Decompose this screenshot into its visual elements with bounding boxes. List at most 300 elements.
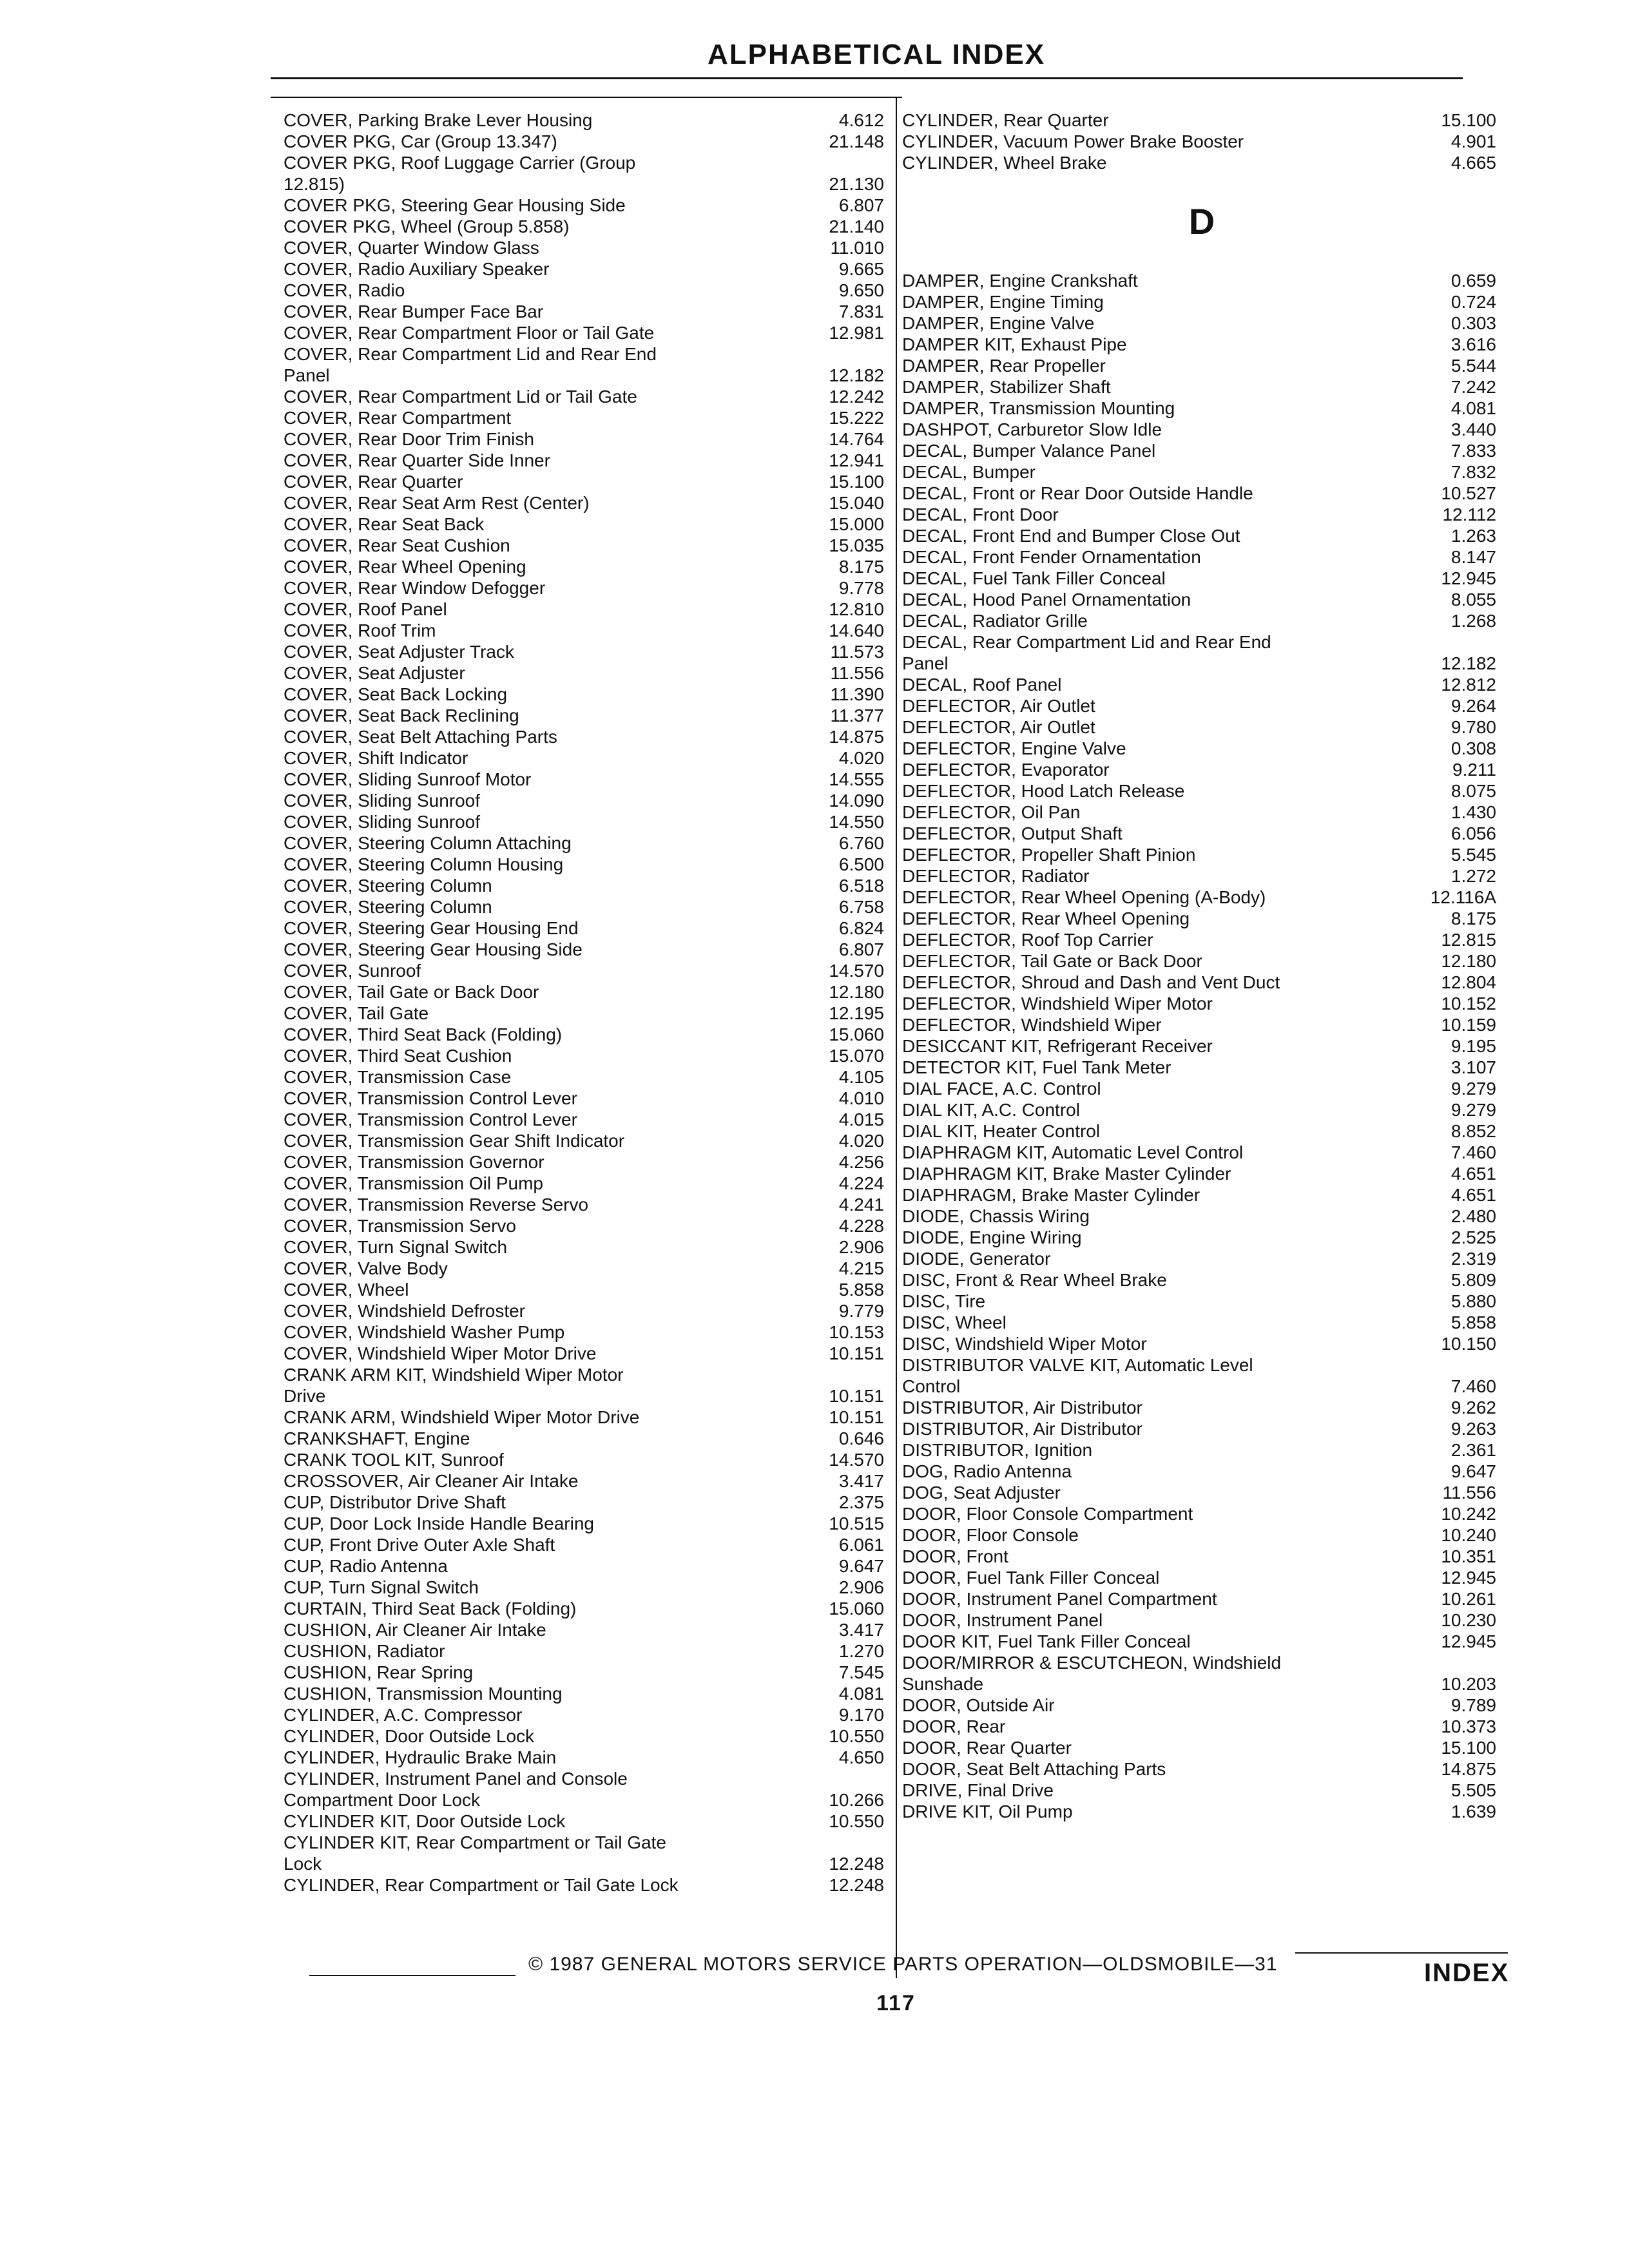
index-entry-label: COVER, Tail Gate or Back Door: [284, 982, 539, 1002]
index-entry-reference: 10.373: [1441, 1716, 1496, 1736]
index-entry: [902, 525, 1501, 546]
index-entry-label: DIODE, Generator: [902, 1249, 1051, 1269]
index-entry: [902, 1163, 1501, 1184]
index-entry-reference: 12.180: [829, 982, 884, 1002]
index-entry: [284, 1832, 889, 1874]
footer-section-label: INDEX: [1424, 1959, 1510, 1987]
index-entry-label: COVER, Rear Seat Cushion: [284, 535, 510, 555]
index-entry-label: COVER, Valve Body: [284, 1258, 448, 1278]
index-entry-reference: 9.779: [838, 1301, 884, 1321]
index-entry-label: DEFLECTOR, Radiator: [902, 866, 1090, 886]
footer-copyright: © 1987 GENERAL MOTORS SERVICE PARTS OPERATION—OLDSMOBILE—31: [528, 1954, 1278, 1975]
index-entry: [284, 662, 889, 684]
index-entry-reference: 2.375: [838, 1492, 884, 1512]
index-entry: [284, 343, 889, 386]
index-entry-reference: 10.351: [1441, 1546, 1496, 1566]
index-entry: [284, 152, 889, 195]
index-entry-label: COVER, Steering Column Housing: [284, 854, 564, 874]
index-entry-label: DAMPER, Engine Valve: [902, 313, 1095, 333]
index-entry-label: COVER, Windshield Wiper Motor Drive: [284, 1343, 597, 1363]
index-entry-label: COVER, Third Seat Cushion: [284, 1046, 512, 1066]
index-entry: [902, 1503, 1501, 1524]
index-entry: [902, 1418, 1501, 1439]
index-entry: [902, 398, 1501, 419]
index-entry-label: CYLINDER KIT, Door Outside Lock: [284, 1811, 566, 1831]
index-entry-label: DOOR, Front: [902, 1546, 1008, 1566]
index-entry-label: CUSHION, Air Cleaner Air Intake: [284, 1620, 546, 1640]
index-entry-reference: 10.151: [829, 1343, 884, 1363]
index-entry-label: COVER, Rear Seat Arm Rest (Center): [284, 493, 590, 513]
index-entry-reference: 10.151: [829, 1386, 884, 1406]
index-entry: [902, 1524, 1501, 1546]
index-entry: [902, 355, 1501, 376]
index-entry-reference: 8.175: [1451, 908, 1496, 928]
index-entry: [902, 865, 1501, 887]
index-entry-reference: 11.556: [830, 663, 884, 683]
index-entry: [284, 1321, 889, 1343]
index-entry-reference: 14.555: [829, 769, 884, 789]
index-entry-label: COVER, Sliding Sunroof: [284, 791, 481, 811]
index-entry-reference: 9.780: [1451, 717, 1496, 737]
index-entry-label: DOOR, Rear: [902, 1716, 1006, 1736]
index-entry-reference: 9.778: [838, 578, 884, 598]
index-entry: [902, 1397, 1501, 1418]
index-entry: [902, 802, 1501, 823]
index-entry: [284, 1662, 889, 1683]
index-entry-reference: 10.203: [1441, 1674, 1496, 1694]
index-entry-reference: 12.945: [1441, 568, 1496, 588]
index-entry-reference: 6.500: [838, 854, 884, 874]
index-entry-label: DISC, Front & Rear Wheel Brake: [902, 1270, 1167, 1290]
index-entry-label: COVER, Third Seat Back (Folding): [284, 1024, 563, 1044]
index-entry-label: DEFLECTOR, Output Shaft: [902, 823, 1123, 843]
index-entry-reference: 21.130: [829, 174, 884, 194]
index-entry-label: COVER, Wheel: [284, 1280, 409, 1300]
index-entry: [284, 1492, 889, 1513]
index-entry-label: DOOR, Floor Console: [902, 1525, 1079, 1545]
index-entry-reference: 15.000: [829, 514, 884, 534]
index-entry-label: COVER, Roof Trim: [284, 620, 436, 640]
index-entry-label: CURTAIN, Third Seat Back (Folding): [284, 1599, 577, 1619]
index-entry-label: CUP, Turn Signal Switch: [284, 1577, 479, 1597]
index-entry-reference: 3.417: [838, 1620, 884, 1640]
index-entry: [284, 1704, 889, 1725]
index-entry: [902, 1758, 1501, 1780]
index-entry-label: COVER, Windshield Washer Pump: [284, 1322, 565, 1342]
index-entry: [284, 1874, 889, 1896]
index-entry: [902, 440, 1501, 461]
index-entry-label: DEFLECTOR, Air Outlet: [902, 696, 1095, 716]
index-entry: [284, 1151, 889, 1173]
index-entry-label: COVER PKG, Wheel (Group 5.858): [284, 216, 570, 236]
index-entry-label: COVER, Rear Bumper Face Bar: [284, 302, 544, 322]
index-entry: [284, 939, 889, 960]
index-entry-reference: 10.150: [1441, 1334, 1496, 1354]
index-entry-label: CYLINDER, Instrument Panel and Console Compartment Door Lock: [284, 1769, 628, 1810]
index-entry-reference: 10.261: [1441, 1589, 1496, 1609]
index-entry-label: COVER, Transmission Control Lever: [284, 1110, 577, 1129]
index-entry: [284, 1300, 889, 1321]
index-entry-label: DIAPHRAGM, Brake Master Cylinder: [902, 1185, 1200, 1205]
index-entry-reference: 12.804: [1441, 972, 1496, 992]
index-entry-reference: 10.240: [1441, 1525, 1496, 1545]
index-entry-label: CYLINDER, Rear Quarter: [902, 110, 1109, 130]
index-entry-reference: 11.010: [830, 238, 884, 258]
index-entry-reference: 4.015: [838, 1110, 884, 1129]
index-entry-reference: 6.758: [838, 897, 884, 917]
index-entry-label: COVER, Shift Indicator: [284, 748, 468, 768]
index-entry-reference: 9.195: [1451, 1036, 1496, 1056]
index-entry-reference: 6.824: [838, 918, 884, 938]
index-entry-label: DECAL, Fuel Tank Filler Conceal: [902, 568, 1166, 588]
index-entry-reference: 4.612: [838, 110, 884, 130]
index-entry-label: COVER, Rear Quarter Side Inner: [284, 450, 550, 470]
index-entry-reference: 4.228: [838, 1216, 884, 1236]
index-entry-label: CUP, Radio Antenna: [284, 1556, 448, 1576]
index-entry-reference: 10.151: [829, 1407, 884, 1427]
index-entry-label: DEFLECTOR, Windshield Wiper Motor: [902, 994, 1213, 1014]
index-entry-reference: 21.148: [829, 131, 884, 151]
index-entry-label: DASHPOT, Carburetor Slow Idle: [902, 419, 1162, 439]
index-entry-label: DRIVE KIT, Oil Pump: [902, 1802, 1073, 1821]
index-entry-label: CUSHION, Radiator: [284, 1641, 445, 1661]
column-top-rule: [271, 97, 902, 98]
index-entry: [902, 1312, 1501, 1333]
index-entry: [902, 131, 1501, 152]
index-entry: [284, 577, 889, 599]
index-entry-reference: 3.417: [838, 1471, 884, 1491]
index-entry: [284, 1619, 889, 1640]
index-entry: [284, 1577, 889, 1598]
index-entry-reference: 6.807: [838, 939, 884, 959]
index-entry-reference: 15.222: [829, 408, 884, 428]
index-entry-label: COVER, Quarter Window Glass: [284, 238, 539, 258]
index-entry-reference: 4.651: [1451, 1164, 1496, 1184]
index-entry: [902, 1716, 1501, 1737]
index-entry-label: CYLINDER, Rear Compartment or Tail Gate Lock: [284, 1875, 679, 1895]
index-entry-label: DIODE, Chassis Wiring: [902, 1206, 1090, 1226]
index-entry-label: DOOR/MIRROR & ESCUTCHEON, Windshield Sunshade: [902, 1653, 1282, 1694]
index-entry-reference: 15.060: [829, 1599, 884, 1619]
index-entry-reference: 2.906: [838, 1237, 884, 1257]
right-index-column: [902, 110, 1501, 1822]
index-entry-label: CYLINDER, A.C. Compressor: [284, 1705, 523, 1725]
index-entry: [902, 631, 1501, 674]
index-entry-label: COVER, Transmission Governor: [284, 1152, 545, 1172]
index-entry-reference: 0.303: [1451, 313, 1496, 333]
index-entry-reference: 9.262: [1451, 1398, 1496, 1418]
index-entry: [902, 695, 1501, 716]
index-entry: [902, 504, 1501, 525]
index-entry-label: COVER, Transmission Oil Pump: [284, 1173, 543, 1193]
index-entry: [284, 216, 889, 237]
index-entry-reference: 7.832: [1451, 462, 1496, 482]
index-entry-label: DOOR, Rear Quarter: [902, 1738, 1072, 1758]
index-entry-reference: 9.789: [1451, 1695, 1496, 1715]
index-entry-label: COVER, Seat Back Locking: [284, 684, 508, 704]
index-entry: [284, 896, 889, 918]
index-entry-label: DAMPER, Rear Propeller: [902, 356, 1106, 376]
index-entry-reference: 10.159: [1441, 1015, 1496, 1035]
index-entry-reference: 12.981: [829, 323, 884, 343]
index-entry-label: DECAL, Rear Compartment Lid and Rear End Panel: [902, 632, 1271, 673]
index-entry: [284, 684, 889, 705]
index-entry: [284, 1088, 889, 1109]
index-entry-reference: 9.211: [1452, 760, 1496, 780]
index-entry-reference: 5.809: [1451, 1270, 1496, 1290]
index-entry-label: DEFLECTOR, Rear Wheel Opening (A-Body): [902, 887, 1266, 907]
index-entry-label: COVER, Sunroof: [284, 961, 421, 981]
index-entry-label: CRANK ARM, Windshield Wiper Motor Drive: [284, 1407, 640, 1427]
index-entry-label: CUP, Distributor Drive Shaft: [284, 1492, 506, 1512]
index-entry-reference: 8.055: [1451, 590, 1496, 610]
index-entry-label: CUP, Front Drive Outer Axle Shaft: [284, 1535, 555, 1555]
index-entry-label: DEFLECTOR, Evaporator: [902, 760, 1110, 780]
index-entry-reference: 7.460: [1451, 1376, 1496, 1396]
index-entry: [284, 1279, 889, 1300]
index-entry-reference: 8.175: [838, 557, 884, 577]
index-entry: [902, 844, 1501, 865]
index-entry-reference: 1.270: [838, 1641, 884, 1661]
index-entry-label: DAMPER KIT, Exhaust Pipe: [902, 334, 1127, 354]
index-entry-label: DRIVE, Final Drive: [902, 1780, 1054, 1800]
index-entry: [284, 1109, 889, 1130]
index-entry-label: DEFLECTOR, Air Outlet: [902, 717, 1095, 737]
index-entry: [902, 1184, 1501, 1206]
index-entry: [902, 1631, 1501, 1652]
index-entry-reference: 4.224: [838, 1173, 884, 1193]
index-entry-label: COVER, Roof Panel: [284, 599, 447, 619]
index-entry-label: COVER, Seat Adjuster Track: [284, 642, 514, 662]
index-entry: [284, 1003, 889, 1024]
index-entry-label: DOOR, Instrument Panel Compartment: [902, 1589, 1217, 1609]
index-entry-label: DISTRIBUTOR, Air Distributor: [902, 1398, 1142, 1418]
index-entry-label: COVER, Sliding Sunroof Motor: [284, 769, 532, 789]
index-entry-reference: 14.875: [1441, 1759, 1496, 1779]
index-entry-reference: 5.505: [1451, 1780, 1496, 1800]
index-entry-label: DAMPER, Transmission Mounting: [902, 398, 1175, 418]
index-entry: [284, 258, 889, 280]
index-entry: [284, 1555, 889, 1577]
index-entry: [284, 747, 889, 769]
index-entry-reference: 6.518: [838, 876, 884, 896]
index-entry: [902, 1206, 1501, 1227]
index-entry-label: DISC, Wheel: [902, 1312, 1007, 1332]
index-entry-label: COVER, Transmission Case: [284, 1067, 512, 1087]
index-entry: [284, 1045, 889, 1066]
index-entry-reference: 11.377: [830, 706, 884, 726]
index-entry: [284, 1534, 889, 1555]
index-entry-reference: 12.182: [1441, 653, 1496, 673]
index-entry-reference: 4.241: [838, 1195, 884, 1215]
index-entry-reference: 8.075: [1451, 781, 1496, 801]
index-entry-reference: 7.833: [1451, 441, 1496, 461]
index-entry-label: DEFLECTOR, Rear Wheel Opening: [902, 908, 1190, 928]
index-entry-label: COVER, Sliding Sunroof: [284, 812, 481, 832]
index-entry-reference: 12.248: [829, 1875, 884, 1895]
index-entry-reference: 2.906: [838, 1577, 884, 1597]
index-entry: [284, 641, 889, 662]
index-entry-reference: 14.764: [829, 429, 884, 449]
index-entry-reference: 7.831: [838, 302, 884, 322]
index-entry-reference: 12.180: [1441, 951, 1496, 971]
index-entry-reference: 5.880: [1451, 1291, 1496, 1311]
index-entry-reference: 11.390: [830, 684, 884, 704]
index-entry: [902, 1333, 1501, 1354]
index-entry: [902, 1078, 1501, 1099]
index-entry-reference: 11.573: [830, 642, 884, 662]
index-entry-reference: 10.266: [829, 1790, 884, 1810]
index-entry-reference: 11.556: [1442, 1483, 1496, 1503]
index-entry: [284, 1407, 889, 1428]
index-entry-label: COVER, Rear Compartment Lid and Rear End Panel: [284, 344, 657, 385]
left-index-column: [284, 110, 889, 1896]
index-entry: [284, 556, 889, 577]
index-entry-label: CYLINDER, Vacuum Power Brake Booster: [902, 131, 1244, 151]
index-entry-label: DEFLECTOR, Tail Gate or Back Door: [902, 951, 1202, 971]
index-entry-label: COVER, Parking Brake Lever Housing: [284, 110, 593, 130]
index-entry-reference: 12.112: [1442, 505, 1496, 524]
index-entry: [284, 280, 889, 301]
index-entry-reference: 12.812: [1441, 675, 1496, 695]
index-entry-reference: 9.264: [1451, 696, 1496, 716]
index-entry-label: COVER, Rear Compartment Floor or Tail Gate: [284, 323, 655, 343]
index-entry-reference: 10.230: [1441, 1610, 1496, 1630]
index-entry-label: COVER, Seat Back Reclining: [284, 706, 519, 726]
index-entry-label: DISC, Tire: [902, 1291, 986, 1311]
index-entry-reference: 10.242: [1441, 1504, 1496, 1524]
index-entry-label: DISTRIBUTOR VALVE KIT, Automatic Level Control: [902, 1355, 1253, 1396]
index-entry-label: DIAPHRAGM KIT, Brake Master Cylinder: [902, 1164, 1231, 1184]
index-entry: [284, 1024, 889, 1045]
index-entry: [902, 152, 1501, 173]
index-entry: [902, 972, 1501, 993]
index-entry-reference: 10.152: [1441, 994, 1496, 1014]
index-entry-reference: 5.544: [1451, 356, 1496, 376]
index-entry-label: DETECTOR KIT, Fuel Tank Meter: [902, 1057, 1171, 1077]
index-entry: [284, 1258, 889, 1279]
index-entry: [284, 1236, 889, 1258]
index-entry-reference: 15.070: [829, 1046, 884, 1066]
index-entry-label: CRANKSHAFT, Engine: [284, 1428, 470, 1448]
index-entry: [284, 110, 889, 131]
index-entry-reference: 14.570: [829, 1450, 884, 1470]
index-entry-reference: 12.815: [1441, 930, 1496, 950]
index-entry-reference: 5.858: [838, 1280, 884, 1300]
index-entry: [284, 726, 889, 747]
index-entry: [284, 492, 889, 514]
index-entry-reference: 12.810: [829, 599, 884, 619]
index-entry-reference: 3.107: [1451, 1057, 1496, 1077]
index-entry-label: COVER, Windshield Defroster: [284, 1301, 526, 1321]
index-entry-reference: 14.640: [829, 620, 884, 640]
index-entry-reference: 21.140: [829, 216, 884, 236]
index-entry: [284, 1215, 889, 1236]
index-entry-label: DISTRIBUTOR, Air Distributor: [902, 1419, 1142, 1439]
index-entry: [284, 1640, 889, 1662]
index-entry: [902, 1291, 1501, 1312]
page-number: 117: [876, 1991, 916, 2015]
index-entry-label: DOOR KIT, Fuel Tank Filler Conceal: [902, 1631, 1191, 1651]
index-entry-label: COVER, Transmission Gear Shift Indicator: [284, 1131, 625, 1151]
index-entry-label: COVER, Steering Column Attaching: [284, 833, 572, 853]
index-entry: [284, 1066, 889, 1088]
index-entry-reference: 4.256: [838, 1152, 884, 1172]
index-entry-reference: 10.153: [829, 1322, 884, 1342]
index-entry-reference: 14.550: [829, 812, 884, 832]
index-entry-reference: 15.100: [1441, 110, 1496, 130]
index-entry-reference: 8.852: [1451, 1121, 1496, 1141]
index-entry-reference: 4.081: [838, 1684, 884, 1704]
index-entry-reference: 12.941: [829, 450, 884, 470]
index-entry-label: DISC, Windshield Wiper Motor: [902, 1334, 1147, 1354]
index-entry: [902, 1801, 1501, 1822]
index-entry: [902, 823, 1501, 844]
index-entry-label: DECAL, Radiator Grille: [902, 611, 1088, 631]
index-entry: [902, 376, 1501, 398]
column-divider: [896, 97, 897, 1978]
index-entry-label: DECAL, Bumper: [902, 462, 1036, 482]
index-entry: [902, 334, 1501, 355]
index-entry: [284, 769, 889, 790]
index-entry-label: DOOR, Fuel Tank Filler Conceal: [902, 1568, 1160, 1588]
index-entry: [284, 131, 889, 152]
index-entry-label: COVER PKG, Roof Luggage Carrier (Group 12.815): [284, 153, 636, 194]
index-entry: [284, 535, 889, 556]
index-entry: [284, 428, 889, 450]
index-entry: [902, 780, 1501, 802]
index-entry-reference: 1.268: [1451, 611, 1496, 631]
index-entry-reference: 15.100: [829, 472, 884, 492]
index-entry: [284, 1725, 889, 1747]
index-entry: [902, 1099, 1501, 1120]
index-entry-label: DIAL FACE, A.C. Control: [902, 1079, 1101, 1099]
index-entry: [902, 759, 1501, 780]
index-entry-label: COVER, Radio Auxiliary Speaker: [284, 259, 550, 279]
index-entry-reference: 4.651: [1451, 1185, 1496, 1205]
index-entry-label: COVER, Rear Wheel Opening: [284, 557, 526, 577]
index-entry: [284, 195, 889, 216]
index-entry: [902, 1120, 1501, 1142]
index-entry: [284, 1173, 889, 1194]
footer-rule-left: [309, 1975, 516, 1976]
index-entry: [902, 1546, 1501, 1567]
index-entry-reference: 0.724: [1451, 292, 1496, 312]
index-entry-label: COVER, Rear Compartment Lid or Tail Gate: [284, 387, 637, 407]
index-entry-reference: 6.061: [838, 1535, 884, 1555]
index-entry-label: COVER, Steering Column: [284, 897, 492, 917]
index-entry: [902, 1248, 1501, 1269]
index-entry-reference: 10.527: [1441, 483, 1496, 503]
index-entry-reference: 12.182: [829, 365, 884, 385]
index-entry-reference: 4.010: [838, 1088, 884, 1108]
index-entry: [902, 1354, 1501, 1397]
index-entry-reference: 1.639: [1451, 1802, 1496, 1821]
index-entry-label: DOOR, Instrument Panel: [902, 1610, 1103, 1630]
index-entry-label: COVER, Transmission Control Lever: [284, 1088, 577, 1108]
index-entry-label: DIAPHRAGM KIT, Automatic Level Control: [902, 1142, 1244, 1162]
index-entry-label: CRANK ARM KIT, Windshield Wiper Motor Drive: [284, 1365, 624, 1406]
index-entry-label: COVER, Radio: [284, 280, 405, 300]
index-entry: [284, 322, 889, 343]
index-entry-reference: 2.319: [1451, 1249, 1496, 1269]
index-entry-reference: 12.945: [1441, 1631, 1496, 1651]
index-entry-label: DIAL KIT, A.C. Control: [902, 1100, 1080, 1120]
index-entry: [284, 386, 889, 407]
index-entry-label: CUP, Door Lock Inside Handle Bearing: [284, 1514, 594, 1533]
index-entry-reference: 12.195: [829, 1003, 884, 1023]
index-entry-reference: 8.147: [1451, 547, 1496, 567]
